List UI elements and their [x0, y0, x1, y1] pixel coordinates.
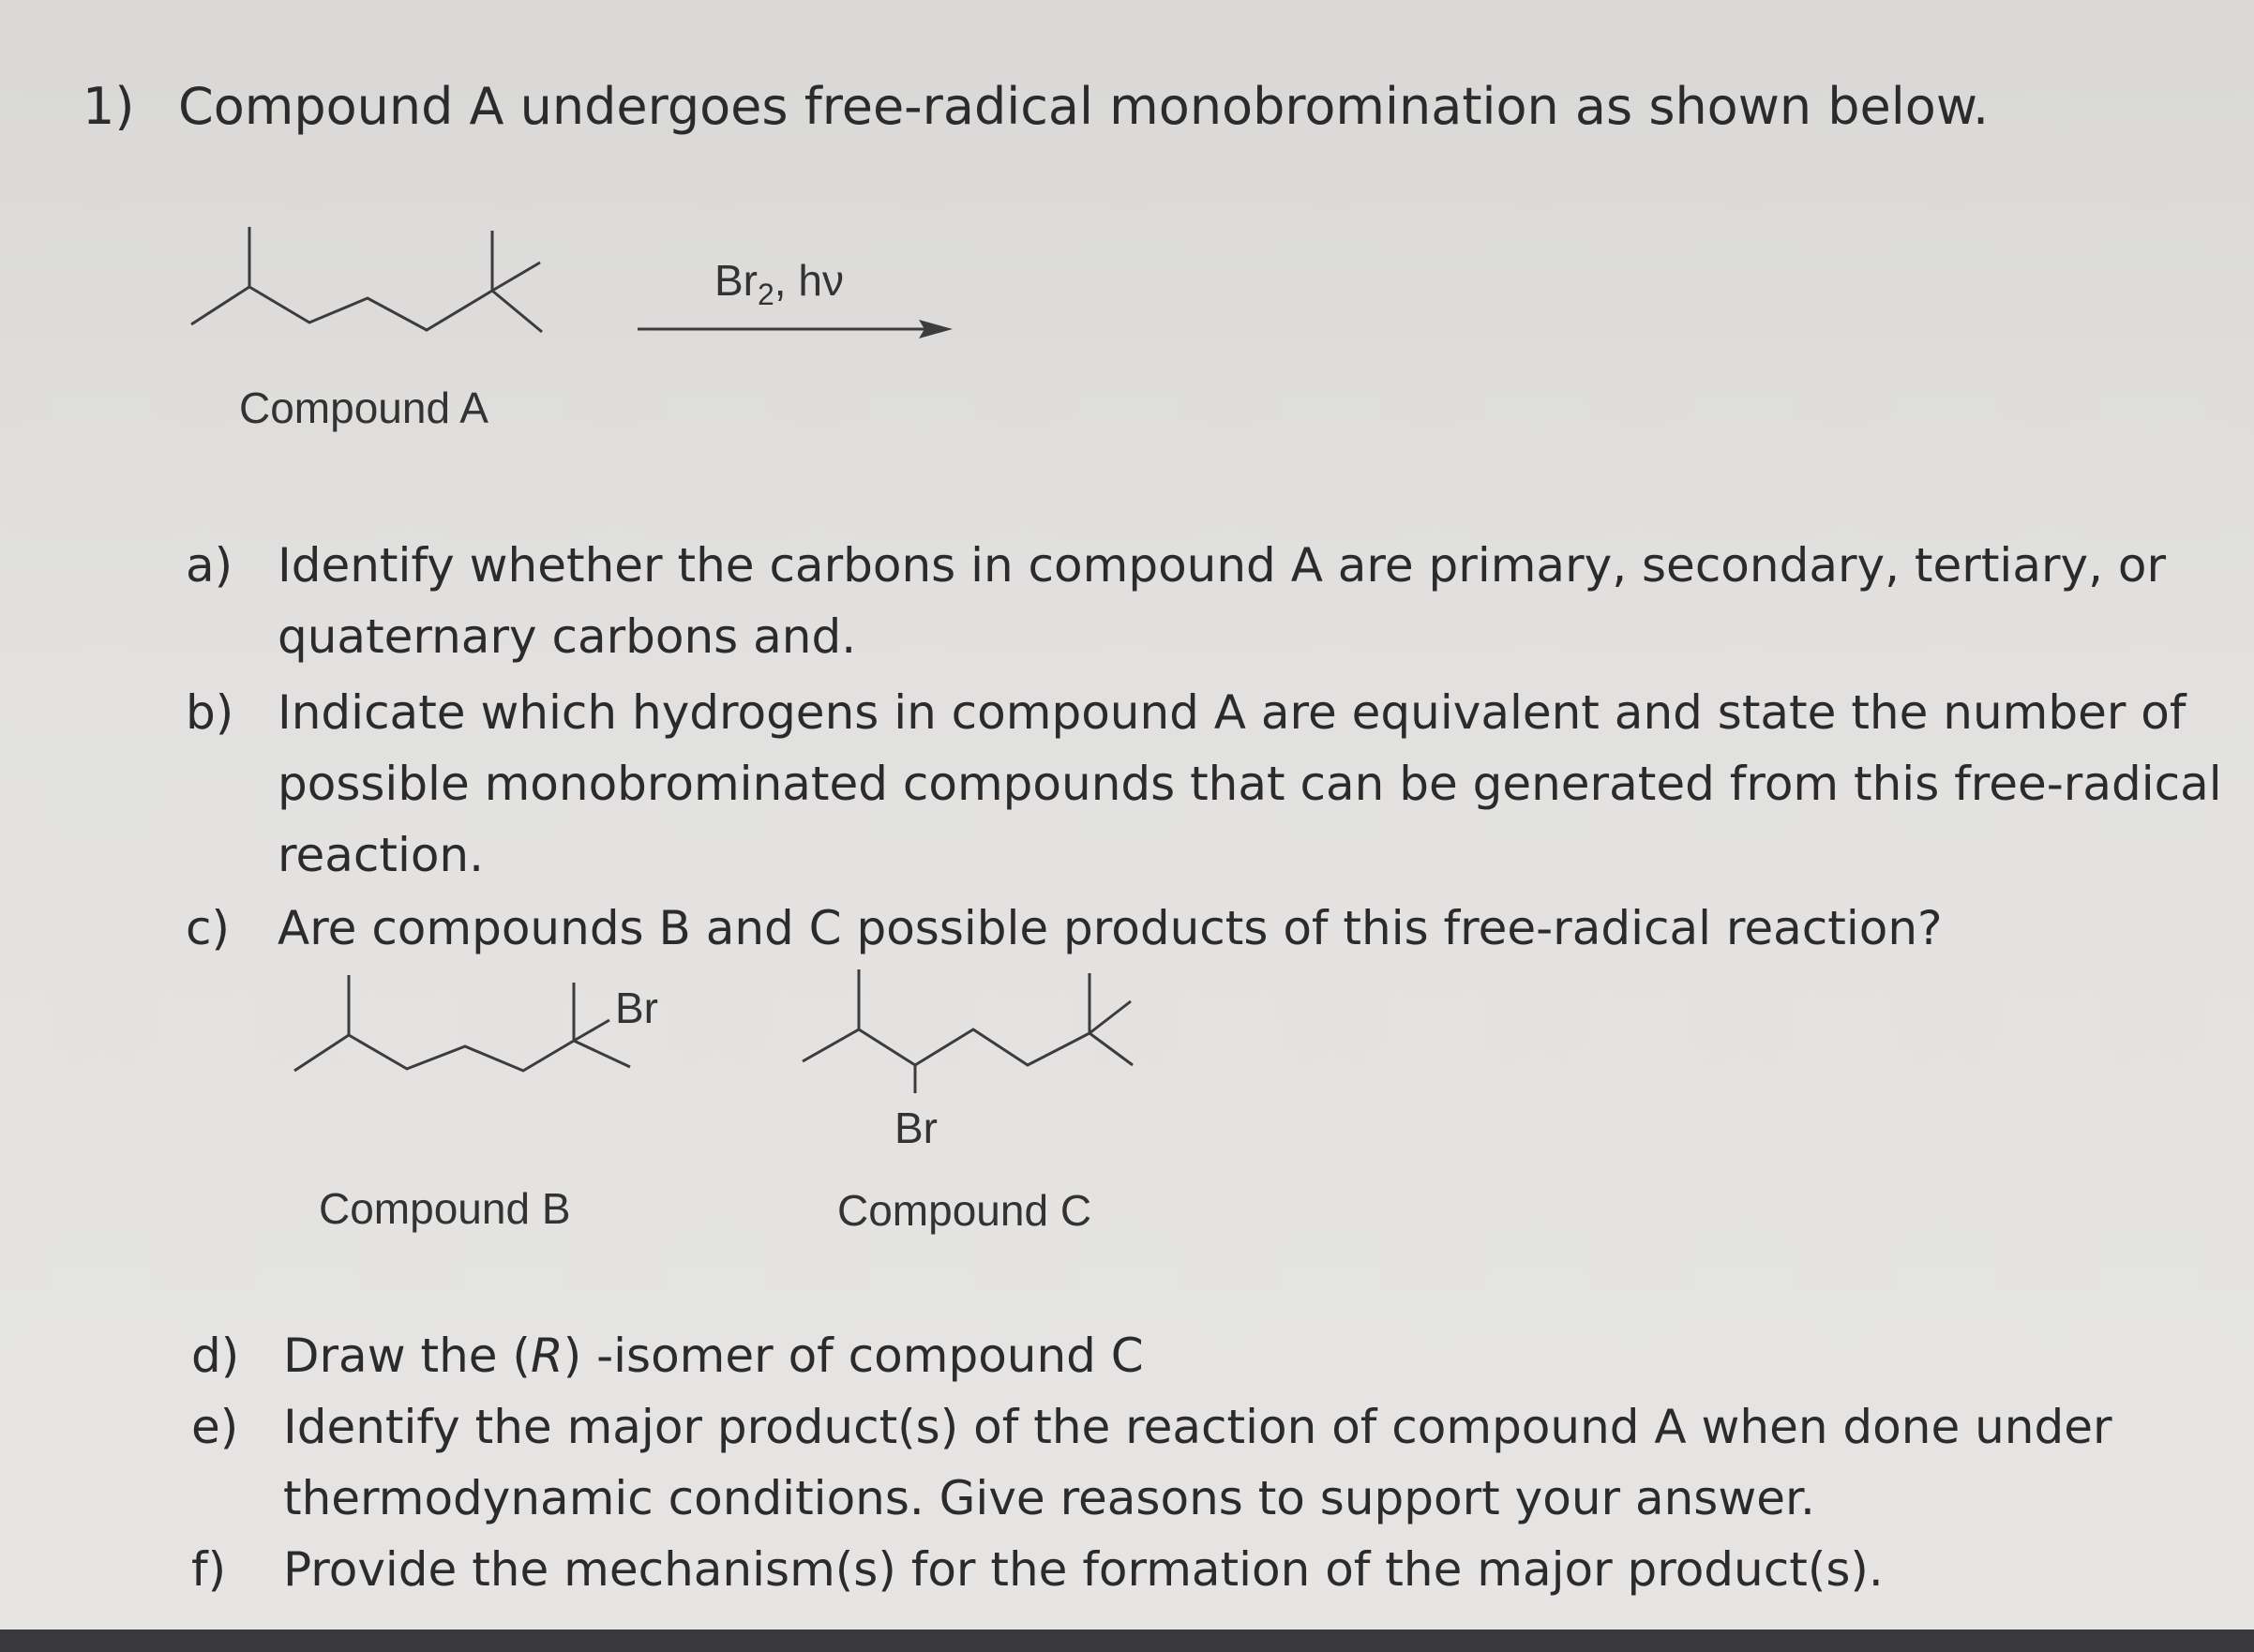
part-e-line-2: thermodynamic conditions. Give reasons to support your answer.	[283, 1471, 1815, 1525]
reagent-label	[714, 255, 844, 312]
compound-b-br: Br	[615, 984, 658, 1032]
part-b-line-1: Indicate which hydrogens in compound A are equivalent and state the number of	[278, 685, 2186, 740]
part-a-line-2: quaternary carbons and.	[278, 609, 857, 664]
compound-c-structure	[799, 968, 1136, 1099]
compound-c-methyl-down	[1089, 1033, 1133, 1065]
part-b-line-3: reaction.	[278, 828, 485, 882]
part-d-letter: d)	[191, 1329, 240, 1383]
compound-b-bonds	[294, 1035, 574, 1071]
part-d-prefix: Draw the (	[283, 1329, 531, 1383]
compound-c-label: Compound C	[837, 1186, 1092, 1235]
compound-b-structure	[291, 973, 647, 1076]
compound-c-br: Br	[894, 1104, 938, 1152]
part-b-letter: b)	[186, 685, 234, 740]
part-b-line-2: possible monobrominated compounds that can be generated from this free-radical	[278, 757, 2222, 811]
reaction-arrow	[638, 315, 953, 343]
part-d-line-1	[283, 1320, 2254, 1391]
part-a-letter: a)	[186, 538, 233, 593]
compound-a-structure	[188, 225, 553, 338]
part-a-line-1: Identify whether the carbons in compound A are primary, secondary, tertiary, or	[278, 538, 2167, 593]
part-d-suffix: ) -isomer of compound C	[563, 1329, 1144, 1383]
reagent-light: , hν	[774, 256, 844, 305]
compound-a-label: Compound A	[239, 383, 488, 432]
part-e-letter: e)	[191, 1400, 239, 1454]
screen-bottom-edge	[0, 1629, 2254, 1652]
question-prompt: Compound A undergoes free-radical monobromination as shown below.	[178, 77, 1990, 136]
part-d-descriptor: R	[530, 1329, 564, 1383]
part-e-line-1: Identify the major product(s) of the reaction of compound A when done under	[283, 1400, 2112, 1454]
compound-c-methyl-right	[1089, 1001, 1131, 1033]
question-number: 1)	[83, 77, 135, 136]
part-c-line-1: Are compounds B and C possible products of this free-radical reaction?	[278, 901, 1943, 955]
reagent-bromine: Br	[714, 256, 758, 305]
compound-a-methyl-right	[492, 263, 540, 291]
reagent-subscript: 2	[758, 278, 774, 312]
compound-a-methyl-down	[492, 291, 542, 332]
part-c-letter: c)	[186, 901, 230, 955]
compound-b-label: Compound B	[319, 1184, 571, 1233]
compound-b-methyl-down	[574, 1041, 630, 1067]
compound-c-bonds	[803, 1029, 1089, 1065]
part-f-line-1: Provide the mechanism(s) for the formation of the major product(s).	[283, 1542, 1884, 1597]
part-f-letter: f)	[191, 1542, 227, 1597]
compound-b-br-bond	[574, 1020, 609, 1041]
compound-a-bonds	[191, 287, 492, 330]
